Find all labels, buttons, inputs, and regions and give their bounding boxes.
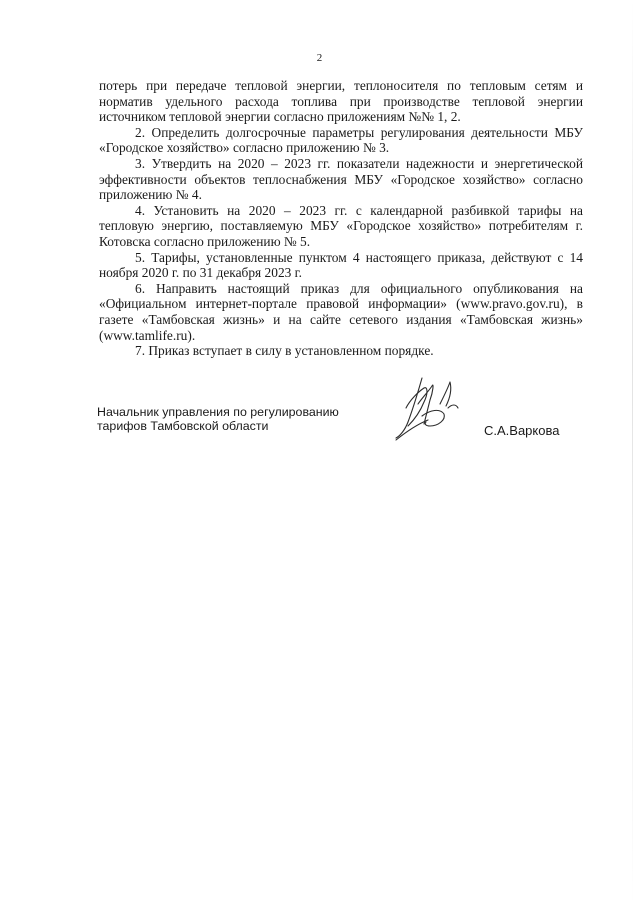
paragraph-item-6: 6. Направить настоящий приказ для официального опубликования на «Официальном интернет-портале правовой информации» (www.pravo.gov.ru), в газете «Тамбовская жизнь» и на сайте сетевого издания «Тамбовская жизнь» (www.tamlife.ru). (99, 280, 583, 343)
signer-title (97, 405, 339, 433)
paragraph-continuation: потерь при передаче тепловой энергии, теплоносителя по тепловым сетям и норматив удельного расхода топлива при производстве тепловой энергии источником тепловой энергии согласно приложениям №№ 1, 2. (99, 78, 583, 125)
paragraph-item-7: 7. Приказ вступает в силу в установленном порядке. (135, 343, 434, 359)
paragraph-item-3: 3. Утвердить на 2020 – 2023 гг. показатели надежности и энергетической эффективности объектов теплоснабжения МБУ «Городское хозяйство» согласно приложению № 4. (99, 155, 583, 203)
handwritten-signature-icon (388, 368, 470, 450)
document-body (99, 78, 583, 359)
page-number: 2 (316, 52, 323, 64)
paragraph-item-2: 2. Определить долгосрочные параметры регулирования деятельности МБУ «Городское хозяйство» согласно приложению № 3. (99, 124, 583, 156)
signer-title-line-1: Начальник управления по регулированию (97, 405, 339, 419)
signer-title-line-2: тарифов Тамбовской области (97, 419, 269, 433)
paragraph-item-5: 5. Тарифы, установленные пунктом 4 настоящего приказа, действуют с 14 ноября 2020 г. по 31 декабря 2023 г. (99, 249, 583, 281)
scan-edge-shadow (632, 0, 633, 905)
paragraph-item-4: 4. Установить на 2020 – 2023 гг. с календарной разбивкой тарифы на тепловую энергию, поставляемую МБУ «Городское хозяйство» потребителям г. Котовска согласно приложению № 5. (99, 202, 583, 249)
signer-name: С.А.Варкова (484, 423, 560, 438)
